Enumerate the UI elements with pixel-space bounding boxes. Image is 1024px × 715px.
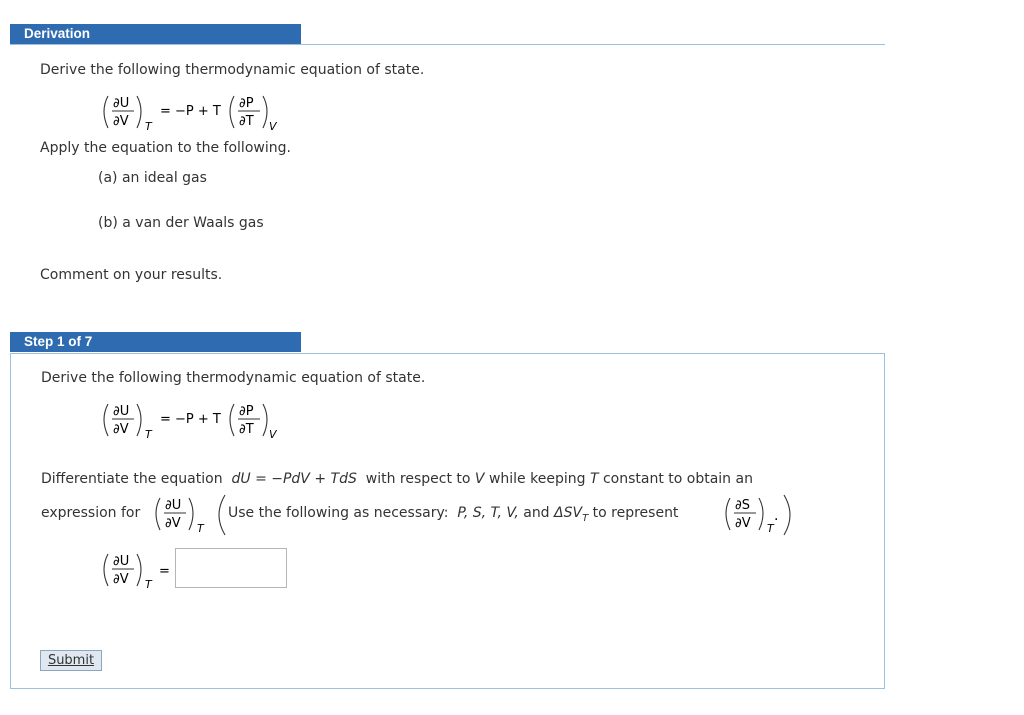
- answer-derivative-label: [100, 550, 176, 592]
- svg-text:= −P + T: = −P + T: [160, 412, 221, 427]
- apply-text: Apply the equation to the following.: [40, 140, 291, 156]
- submit-button[interactable]: Submit: [40, 650, 102, 671]
- svg-text:∂V: ∂V: [113, 114, 129, 129]
- derivation-intro: Derive the following thermodynamic equation of state.: [40, 62, 425, 78]
- svg-text:∂V: ∂V: [113, 422, 129, 437]
- svg-text:∂T: ∂T: [239, 422, 254, 437]
- part-a: (a) an ideal gas: [98, 170, 207, 186]
- svg-text:∂P: ∂P: [239, 96, 254, 111]
- svg-text:∂S: ∂S: [735, 498, 750, 513]
- svg-text:∂P: ∂P: [239, 404, 254, 419]
- svg-text:∂V: ∂V: [735, 516, 751, 531]
- svg-text:=: =: [159, 564, 170, 579]
- derivation-equation: [100, 92, 290, 134]
- expression-derivative: [152, 494, 232, 536]
- step-intro: Derive the following thermodynamic equation of state.: [41, 370, 426, 386]
- step-equation: [100, 400, 290, 442]
- answer-input[interactable]: [175, 548, 287, 588]
- part-b: (b) a van der Waals gas: [98, 215, 264, 231]
- svg-text:∂V: ∂V: [165, 516, 181, 531]
- step-instruction-expression-for: expression for: [41, 505, 141, 521]
- svg-text:.: .: [774, 508, 779, 524]
- step-instruction-hint: Use the following as necessary: P, S, T, V, and $\Delta SV_T$ to represent: [228, 505, 679, 524]
- svg-text:T: T: [145, 578, 152, 591]
- svg-text:∂U: ∂U: [113, 404, 130, 419]
- svg-text:∂U: ∂U: [113, 554, 130, 569]
- represent-derivative: [722, 494, 794, 536]
- comment-text: Comment on your results.: [40, 267, 223, 283]
- derivation-divider: [10, 44, 885, 45]
- svg-text:∂V: ∂V: [113, 572, 129, 587]
- svg-text:∂T: ∂T: [239, 114, 254, 129]
- svg-text:T: T: [197, 522, 204, 535]
- svg-text:T: T: [767, 522, 774, 535]
- svg-text:T: T: [145, 120, 152, 133]
- svg-text:V: V: [269, 428, 277, 441]
- derivation-header: Derivation: [10, 24, 301, 44]
- svg-text:= −P + T: = −P + T: [160, 104, 221, 119]
- svg-text:∂U: ∂U: [165, 498, 182, 513]
- svg-text:∂U: ∂U: [113, 96, 130, 111]
- svg-text:V: V: [269, 120, 277, 133]
- step-header: Step 1 of 7: [10, 332, 301, 352]
- svg-text:T: T: [145, 428, 152, 441]
- step-instruction-line1: Differentiate the equation dU = −PdV + TdS with respect to V while keeping T constant to obtain an: [41, 471, 753, 487]
